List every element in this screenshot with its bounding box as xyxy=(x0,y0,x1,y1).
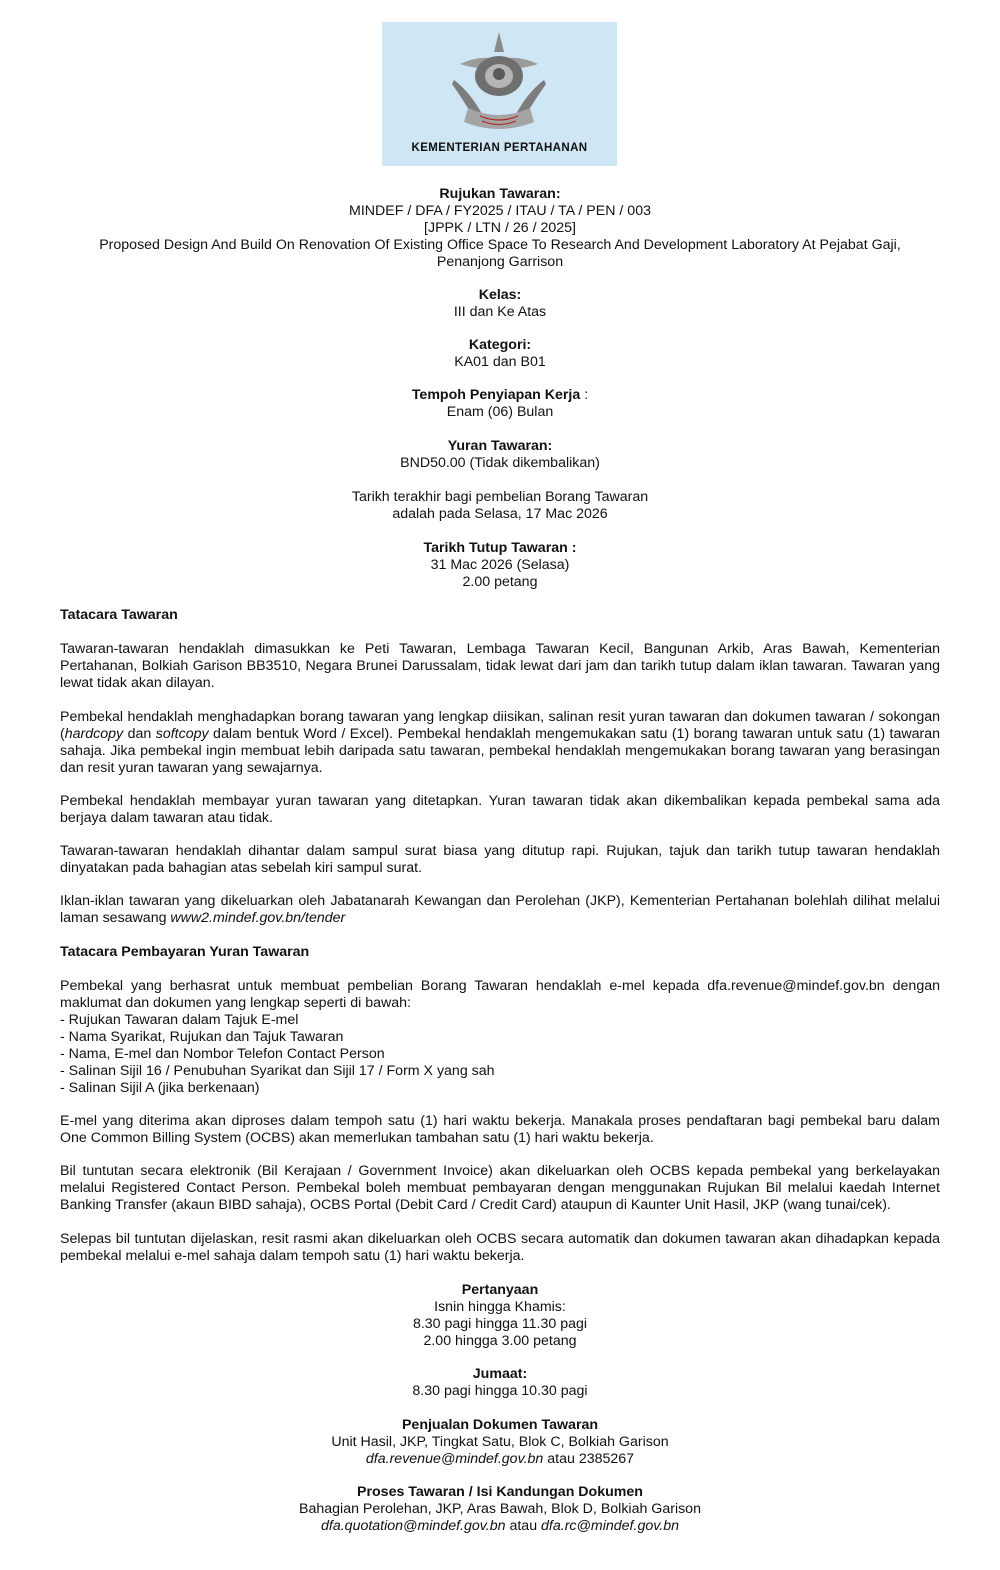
tutup-date: 31 Mac 2026 (Selasa) xyxy=(430,557,570,573)
list-item: - Salinan Sijil A (jika berkenaan) xyxy=(60,1080,260,1096)
quotation-email-link[interactable]: dfa.quotation@mindef.gov.bn xyxy=(321,1518,506,1534)
jumaat-block xyxy=(40,1366,960,1400)
tender-title-line1: Proposed Design And Build On Renovation Of Existing Office Space To Research And Development Laboratory At Pejabat Gaji, xyxy=(99,237,901,253)
penjualan-block xyxy=(40,1417,960,1468)
pembelian-block xyxy=(40,489,960,523)
yuran-value: BND50.00 (Tidak dikembalikan) xyxy=(400,455,600,471)
reference-sub-code: [JPPK / LTN / 26 / 2025] xyxy=(424,220,576,236)
proses-address: Bahagian Perolehan, JKP, Aras Bawah, Blok D, Bolkiah Garison xyxy=(299,1501,701,1517)
jumaat-label: Jumaat: xyxy=(472,1366,528,1382)
list-item: - Rujukan Tawaran dalam Tajuk E-mel xyxy=(60,1012,299,1028)
pembayaran-paragraph-1: E-mel yang diterima akan diproses dalam tempoh satu (1) hari waktu bekerja. Manakala proses pendaftaran bagi pembekal baru dalam One Common Billing System (OCBS) akan memerlukan tambahan satu (1) hari waktu bekerja. xyxy=(60,1113,940,1146)
kategori-label: Kategori: xyxy=(468,337,532,353)
jumaat-time: 8.30 pagi hingga 10.30 pagi xyxy=(412,1383,588,1399)
proses-label: Proses Tawaran / Isi Kandungan Dokumen xyxy=(357,1484,643,1500)
tatacara-p5-text: Iklan-iklan tawaran yang dikeluarkan oleh Jabatanarah Kewangan dan Perolehan (JKP), Kementerian Pertahanan bolehlah dilihat melalui laman sesawang xyxy=(60,893,940,926)
tatacara-paragraph-2 xyxy=(60,709,940,777)
reference-label: Rujukan Tawaran: xyxy=(439,186,561,202)
kategori-value: KA01 dan B01 xyxy=(454,354,546,370)
tempoh-label: Tempoh Penyiapan Kerja xyxy=(411,387,581,403)
tempoh-suffix: : xyxy=(580,387,589,403)
rc-email-link[interactable]: dfa.rc@mindef.gov.bn xyxy=(541,1518,679,1534)
pertanyaan-block xyxy=(40,1282,960,1350)
hardcopy-term: hardcopy xyxy=(64,726,124,742)
tutup-block xyxy=(40,540,960,591)
tatacara-paragraph-4: Tawaran-tawaran hendaklah dihantar dalam sampul surat biasa yang ditutup rapi. Rujukan, tajuk dan tarikh tutup tawaran hendaklah dinyatakan pada bahagian atas sebelah kiri sampul surat. xyxy=(60,843,940,876)
pembelian-line1: Tarikh terakhir bagi pembelian Borang Tawaran xyxy=(351,489,649,505)
tempoh-block xyxy=(40,387,960,421)
tatacara-paragraph-5 xyxy=(60,893,940,927)
tutup-label: Tarikh Tutup Tawaran : xyxy=(423,540,577,556)
penjualan-phone: atau 2385267 xyxy=(543,1451,635,1467)
pembayaran-paragraph-2: Bil tuntutan secara elektronik (Bil Kerajaan / Government Invoice) akan dikeluarkan oleh OCBS kepada pembekal yang berkelayakan melalui Registered Contact Person. Pembekal boleh membuat pembayaran dengan menggunakan Rujukan Bil melalui kaedah Internet Banking Transfer (akaun BIBD sahaja), OCBS Portal (Debit Card / Credit Card) ataupun di Kaunter Unit Hasil, JKP (wang tunai/cek). xyxy=(60,1163,940,1213)
pembayaran-heading: Tatacara Pembayaran Yuran Tawaran xyxy=(60,944,310,960)
tender-website-link[interactable]: www2.mindef.gov.bn/tender xyxy=(170,910,346,926)
yuran-block xyxy=(40,438,960,472)
tatacara-p2-part-b: dan xyxy=(123,726,156,742)
list-item: - Nama Syarikat, Rujukan dan Tajuk Tawaran xyxy=(60,1029,344,1045)
reference-code: MINDEF / DFA / FY2025 / ITAU / TA / PEN / 003 xyxy=(349,203,651,219)
penjualan-label: Penjualan Dokumen Tawaran xyxy=(401,1417,599,1433)
tender-title-line2: Penanjong Garrison xyxy=(436,254,564,270)
tatacara-paragraph-1: Tawaran-tawaran hendaklah dimasukkan ke Peti Tawaran, Lembaga Tawaran Kecil, Bangunan Arkib, Aras Bawah, Kementerian Pertahanan, Bolkiah Garison BB3510, Negara Brunei Darussalam, tidak lewat dari jam dan tarikh tutup dalam iklan tawaran. Tawaran yang lewat tidak akan dilayan. xyxy=(60,641,940,691)
kategori-block xyxy=(40,337,960,371)
kelas-label: Kelas: xyxy=(478,287,522,303)
tempoh-value: Enam (06) Bulan xyxy=(446,404,554,420)
proses-block xyxy=(40,1484,960,1535)
ministry-logo xyxy=(382,22,617,166)
pembayaran-requirements-list xyxy=(60,1012,940,1097)
pembayaran-intro: Pembekal yang berhasrat untuk membuat pembelian Borang Tawaran hendaklah e-mel kepada dfa.revenue@mindef.gov.bn dengan maklumat dan dokumen yang lengkap seperti di bawah: xyxy=(60,978,940,1011)
tatacara-paragraph-3: Pembekal hendaklah membayar yuran tawaran yang ditetapkan. Yuran tawaran tidak akan dikembalikan kepada pembekal sama ada berjaya dalam tawaran atau tidak. xyxy=(60,793,940,826)
kelas-block xyxy=(40,287,960,321)
email-separator: atau xyxy=(505,1518,542,1534)
pembelian-line2: adalah pada Selasa, 17 Mac 2026 xyxy=(392,506,608,522)
revenue-email-link[interactable]: dfa.revenue@mindef.gov.bn xyxy=(365,1451,544,1467)
logo-text: KEMENTERIAN PERTAHANAN xyxy=(411,142,588,154)
pertanyaan-days: Isnin hingga Khamis: xyxy=(434,1299,566,1315)
kelas-value: III dan Ke Atas xyxy=(453,304,547,320)
pertanyaan-time-1: 8.30 pagi hingga 11.30 pagi xyxy=(412,1316,588,1332)
yuran-label: Yuran Tawaran: xyxy=(447,438,553,454)
tutup-time: 2.00 petang xyxy=(462,574,538,590)
tatacara-heading: Tatacara Tawaran xyxy=(60,607,178,623)
reference-block xyxy=(40,186,960,271)
pertanyaan-label: Pertanyaan xyxy=(461,1282,539,1298)
list-item: - Salinan Sijil 16 / Penubuhan Syarikat dan Sijil 17 / Form X yang sah xyxy=(60,1063,495,1079)
softcopy-term: softcopy xyxy=(155,726,209,742)
list-item: - Nama, E-mel dan Nombor Telefon Contact Person xyxy=(60,1046,385,1062)
penjualan-address: Unit Hasil, JKP, Tingkat Satu, Blok C, Bolkiah Garison xyxy=(331,1434,669,1450)
pertanyaan-time-2: 2.00 hingga 3.00 petang xyxy=(423,1333,577,1349)
pembayaran-paragraph-3: Selepas bil tuntutan dijelaskan, resit rasmi akan dikeluarkan oleh OCBS secara automatik dan dokumen tawaran akan dihadapkan kepada pembekal melalui e-mel sahaja dalam tempoh satu (1) hari waktu bekerja. xyxy=(60,1231,940,1264)
tatacara-p2-part-a: Pembekal hendaklah menghadapkan borang tawaran yang lengkap diisikan, salinan resit yuran tawaran dan dokumen tawaran / sokongan ( xyxy=(60,709,940,742)
tatacara-p2-part-c: dalam bentuk Word / Excel). Pembekal hendaklah mengemukakan satu (1) borang tawaran untuk satu (1) tawaran sahaja. Jika pembekal ingin membuat lebih daripada satu tawaran, pembekal hendaklah mengemukakan borang tawaran yang berasingan dan resit yuran tawaran yang sewajarnya. xyxy=(60,726,940,776)
